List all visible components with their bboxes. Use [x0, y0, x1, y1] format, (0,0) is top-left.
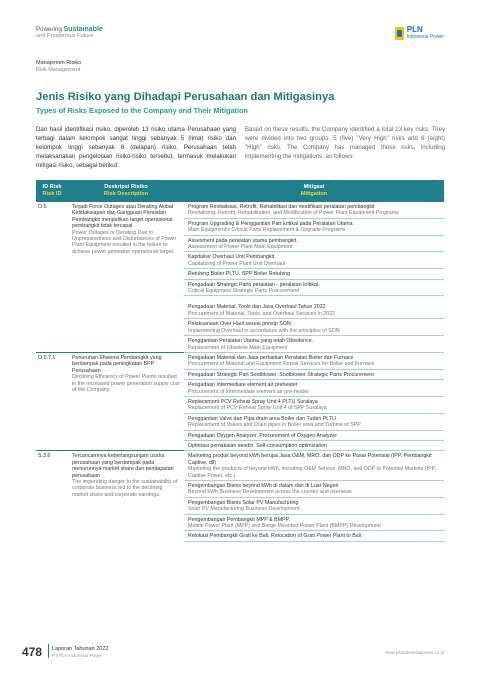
mitigation-en: Procurement of Intermediate element air pre-heater: [188, 388, 309, 395]
table-body: [36, 202, 444, 541]
mitigation-id: Pengembangan Bisnis Solar PV Manufacturing: [188, 499, 299, 506]
mitigation-id: Marketing produk beyond kWh berupa Jasa O&M, MRO, dan ODP ke Pasar Potensial (IPP, Pembangkit Captive, dll): [188, 453, 432, 466]
table-row: [36, 451, 444, 481]
section-id: Manajemen Risiko: [36, 60, 82, 66]
risk-description-id: Tercancamnya keberlangsungan usaha perusahaan yang berdampak pada menurunnya market share dan pendapatan perusahaan: [72, 453, 174, 479]
mitigation-cell: [184, 497, 444, 514]
mitigation-cell: [184, 279, 444, 296]
mitigation-en: Procurement of Material and Equipment Repair Services for Boiler and Furnace: [188, 361, 375, 368]
page-subtitle: Types of Risks Exposed to the Company and Their Mitigation: [36, 106, 248, 115]
risk-table: [36, 180, 444, 542]
logo-sub: Indonesia Power: [406, 34, 444, 40]
mitigation-cell: [184, 451, 444, 481]
risk-description-cell: [68, 202, 184, 352]
mitigation-cell: [184, 481, 444, 498]
section-en: Risk Management: [36, 66, 81, 73]
mitigation-en: Replacement of Valves and Drain pipes in Boiler area and Turbine of SPP: [188, 422, 361, 429]
mitigation-cell: [184, 369, 444, 379]
footer-url: www.plnindonesiapower.co.id: [385, 650, 444, 655]
mitigation-id: Assesment pada peralatan utama pembangkit.: [188, 237, 298, 244]
mitigation-cell: [184, 336, 444, 353]
mitigation-id: Pengembangan Pembangkit MPP & BMPP.: [188, 516, 290, 523]
mitigation-cell: [184, 531, 444, 541]
mitigation-cell: [184, 218, 444, 235]
footer-divider: [48, 644, 49, 658]
mitigation-en: Solar PV Manufacturing Business Development: [188, 506, 300, 513]
risk-description-cell: [68, 451, 184, 541]
mitigation-id: Pengadaan Strategic Part Sootblower. Sootblower Strategic Parts Procurement: [188, 371, 374, 378]
mitigation-id: Optimasi pemakaian sendiri. Self-consumption optimization: [188, 442, 327, 449]
mitigation-id: Pengembangan Bisnis beyond kWh di dalam dan di Luar Negeri: [188, 483, 339, 489]
mitigation-en: Revitalizing, Retrofit, Rehabilitation, and Modification of Power Plant Equipment Programs: [188, 210, 399, 217]
risk-description-id: Penurunan Efisiensi Pembangkit yang berdampak pada peningkatan BPP Perusahaan: [72, 354, 162, 374]
mitigation-id: Kapitalisir Overhaul Unit Pembangkit.: [188, 254, 276, 261]
header-desc: Deskripsi Risiko Risk Description: [68, 180, 184, 202]
brand-sub: and Prosperous Future: [36, 33, 94, 40]
mitigation-id: Pengadaan Strategic Parts peralatan - peralatan kritikal.: [188, 281, 320, 288]
risk-description-en: Power Outages or Derating Due to Unpreparedness and Disturbances of Power Plant Equipment resulted in the failure to achieve power generator operational target.: [72, 229, 177, 255]
mitigation-en: Replacement of Obsolete Main Equipment: [188, 344, 288, 351]
table-header-row: [36, 180, 444, 202]
mitigation-cell: [184, 252, 444, 269]
mitigation-en: Main Equipment's Critical Parts Replacement & Upgrade Programs: [188, 227, 346, 234]
mitigation-cell: [184, 235, 444, 252]
report-subtitle: PT PLN Indonesia Power: [52, 652, 103, 658]
mitigation-en: Implementing Overhaul in accordance with the principles of SON: [188, 327, 340, 334]
mitigation-cell: [184, 440, 444, 450]
report-title: Laporan Tahunan 2022: [52, 646, 109, 652]
page-title: Jenis Risiko yang Dihadapi Perusahaan dan Mitigasinya: [36, 91, 335, 103]
mitigation-id: Replacement PCV Reheat Spray Unit 4 PLTU Suralaya: [188, 398, 318, 405]
brand-bold: Sustainable: [63, 26, 103, 33]
mitigation-id: Pengadaan Oxygen Analyzer. Procurement of Oxygen Analyzer: [188, 432, 337, 439]
risk-description-id: Terjadi Force Outages atau Derating Akibat Ketidaksiapan dan Gangguan Peralatan Pembangkit menjadikan target operasional pembangkit tidak tercapai: [72, 204, 174, 230]
mitigation-id: Retubing Boiler PLTU. SPP Boiler Retubing: [188, 271, 290, 278]
risk-description-cell: [68, 352, 184, 450]
mitigation-id: Penggantian Valve dan Pipa drain area Boiler dan Turbin PLTU: [188, 415, 336, 422]
brand-prefix: Powering: [36, 26, 64, 33]
mitigation-cell: [184, 396, 444, 413]
logo-text: PLN: [406, 25, 423, 34]
mitigation-id: Pelaksanaan Over Haul sesuai prinsip SON.: [188, 321, 293, 328]
header-mitigation: Mitigasi Mitigation: [184, 180, 444, 202]
mitigation-en: Mobile Power Plant (MPP) and Barge Mounted Power Plant (BMPP) Development: [188, 523, 381, 530]
mitigation-id: Penggantian Peralatan Utama yang telah Obsolence.: [188, 338, 314, 345]
mitigation-en: Beyond kWh Business Development across the country and overseas: [188, 489, 352, 496]
mitigation-en: Procurement of Material, Tools, and Overhaul Services in 2022: [188, 310, 336, 317]
risk-id-cell: S.3.6: [36, 451, 68, 541]
mitigation-id: Program Revitalisasi, Retrofit, Rehabilitasi dan modifikasi peralatan pembangkit: [188, 204, 375, 210]
mitigation-id: Pengadaan Material, Tools dan Jasa Overhaul Tahun 2022: [188, 304, 326, 311]
mitigation-cell: [184, 413, 444, 430]
table-row: [36, 202, 444, 218]
intro-en: Based on these results, the Company identified a total 13 key risks. They were divided into two groups; 5 (five) "Very High" risks and 8 (eight) "High" risks. The Company has managed those risks, including implementing the mitigations, as follows:: [245, 126, 445, 160]
mitigation-id: Program Upgrading & Penggantian Part kritikal pada Peralatan Utama: [188, 220, 353, 227]
mitigation-id: Pengadaan Material dan Jasa perbaikan Peralatan Boiler dan Furnace: [188, 354, 354, 361]
risk-description-en: Declining Efficiency of Power Plants resulted in the increased power generation supply cost of the Company.: [72, 374, 180, 393]
table-row: [36, 352, 444, 369]
company-logo: [395, 26, 444, 40]
mitigation-cell: [184, 296, 444, 319]
header-risk-id: ID Risk Risk ID: [36, 180, 68, 202]
brand-tagline: [36, 26, 103, 41]
risk-id-cell: O.5: [38, 204, 47, 210]
mitigation-en: Assessment of Power Plant Main Equipment: [188, 244, 293, 251]
mitigation-cell: [184, 202, 444, 218]
mitigation-en: Capitalizing of Power Plant Unit Overhaul: [188, 260, 286, 267]
mitigation-en: Marketing the products of beyond kWh, including O&M Service, MRO, and ODP to Potential Markets (IPP, Captive Power, etc.): [188, 466, 436, 479]
mitigation-cell: [184, 514, 444, 531]
mitigation-en: Replacement of PCV Reheat Spray Unit 4 of SPP Suralaya: [188, 405, 327, 412]
lightning-logo-icon: [395, 27, 404, 40]
risk-id-cell: O.5.7.1: [36, 352, 68, 450]
intro-id: Dari hasil identifikasi risiko, diperoleh 13 risiko utama Perusahaan yang terbagi dalam kelompok sangat tinggi sebanyak 5 (lima) risiko dan kelompok tinggi sebanyak 8 (delapan) risiko. Perusahaan telah melaksanakan pengelolaan risiko-risiko tersebut, termasuk melakukan mitigasi risiko, sebagai berikut:: [36, 126, 236, 169]
mitigation-cell: [184, 380, 444, 397]
footer-title: [52, 646, 108, 659]
mitigation-en: Critical Equipment Strategic Parts Procurement: [188, 288, 299, 295]
section-label: [36, 60, 81, 73]
mitigation-id: Pengadaan intermediate element air preheater: [188, 382, 298, 389]
risk-description-en: The impending danger to the sustainability of corporate business led to the declining market share and corporate earnings.: [72, 479, 178, 498]
mitigation-cell: [184, 319, 444, 336]
mitigation-cell: [184, 430, 444, 440]
mitigation-cell: [184, 352, 444, 369]
mitigation-cell: [184, 269, 444, 279]
mitigation-id: Relokasi Pembangkit Grati ke Bali. Relocation of Grati Power Plant to Bali: [188, 533, 362, 540]
page-number: 478: [22, 645, 43, 659]
